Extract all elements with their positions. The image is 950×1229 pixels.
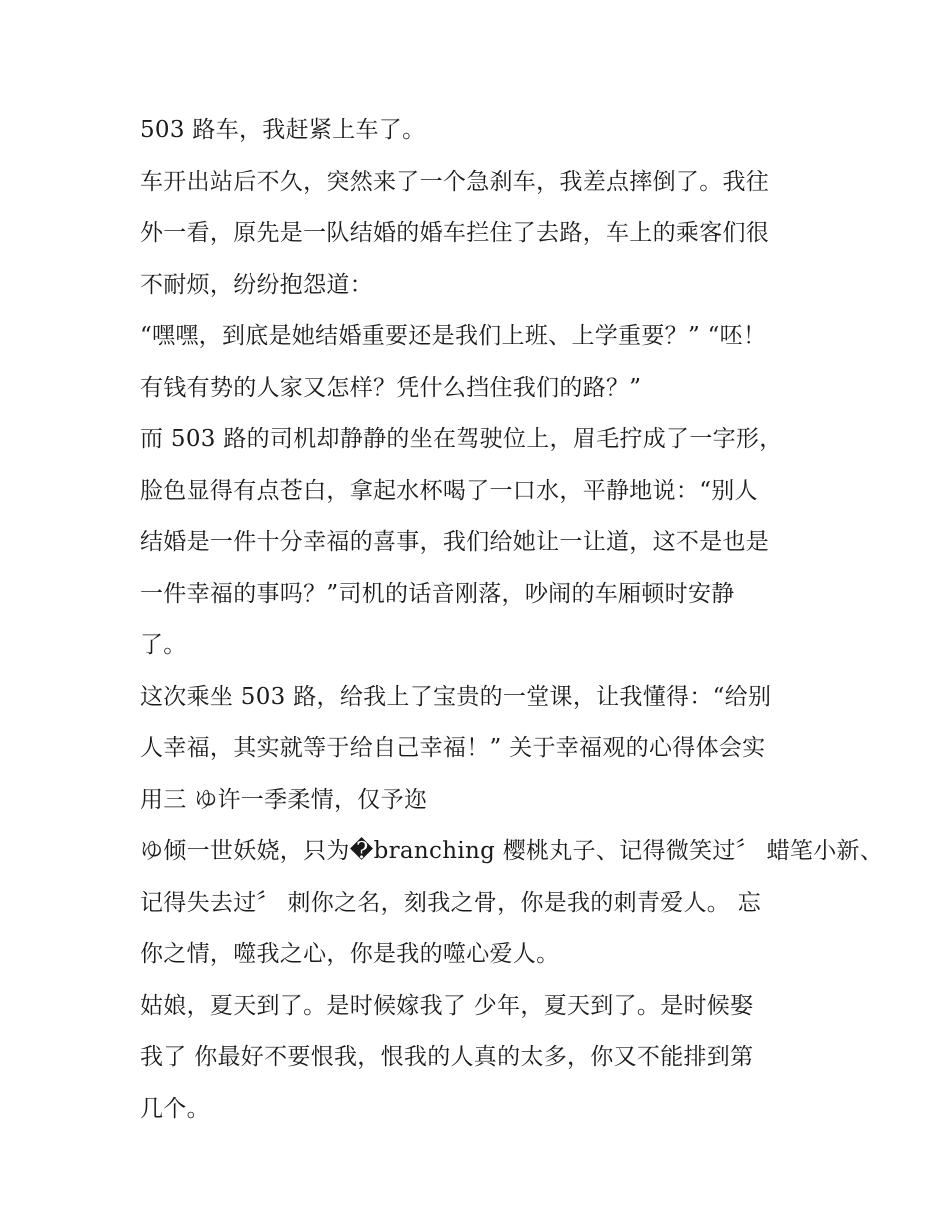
text-line: 这次乘坐 503 路，给我上了宝贵的一堂课，让我懂得：“给别 (140, 684, 772, 710)
text-line: 一件幸福的事吗？”司机的话音刚落，吵闹的车厢顿时安静 (140, 581, 735, 607)
text-line: 而 503 路的司机却静静的坐在驾驶位上，眉毛拧成了一字形， (140, 426, 783, 452)
text-line: 脸色显得有点苍白，拿起水杯喝了一口水，平静地说：“别人 (140, 478, 758, 504)
text-line: 我了 你最好不要恨我，恨我的人真的太多，你又不能排到第 (140, 1044, 754, 1070)
text-line: 了。 (140, 632, 187, 658)
text-line: 有钱有势的人家又怎样？凭什么挡住我们的路？” (140, 375, 642, 401)
text-line: 车开出站后不久，突然来了一个急刹车，我差点摔倒了。我往 (140, 169, 770, 195)
text-line: ゆ倾一世妖娆，只为�branching 樱桃丸子、记得微笑过〞 蜡笔小新、 (140, 838, 884, 864)
text-line: 用三 ゆ许一季柔情，仅予迩 (140, 787, 428, 813)
text-line: 结婚是一件十分幸福的喜事，我们给她让一让道，这不是也是 (140, 529, 770, 555)
text-line: 不耐烦，纷纷抱怨道： (140, 272, 373, 298)
text-line: 记得失去过〞 刺你之名，刻我之骨，你是我的刺青爱人。 忘 (140, 890, 762, 916)
text-line: 503 路车，我赶紧上车了。 (140, 117, 426, 143)
text-line: 姑娘，夏天到了。是时候嫁我了 少年，夏天到了。是时候娶 (140, 993, 754, 1019)
text-line: 几个。 (140, 1096, 210, 1122)
text-line: 你之情，噬我之心，你是我的噬心爱人。 (140, 941, 560, 967)
text-line: “嘿嘿，到底是她结婚重要还是我们上班、上学重要？” “呸！ (140, 323, 767, 349)
text-line: 人幸福，其实就等于给自己幸福！” 关于幸福观的心得体会实 (140, 735, 766, 761)
text-line: 外一看，原先是一队结婚的婚车拦住了去路，车上的乘客们很 (140, 220, 770, 246)
